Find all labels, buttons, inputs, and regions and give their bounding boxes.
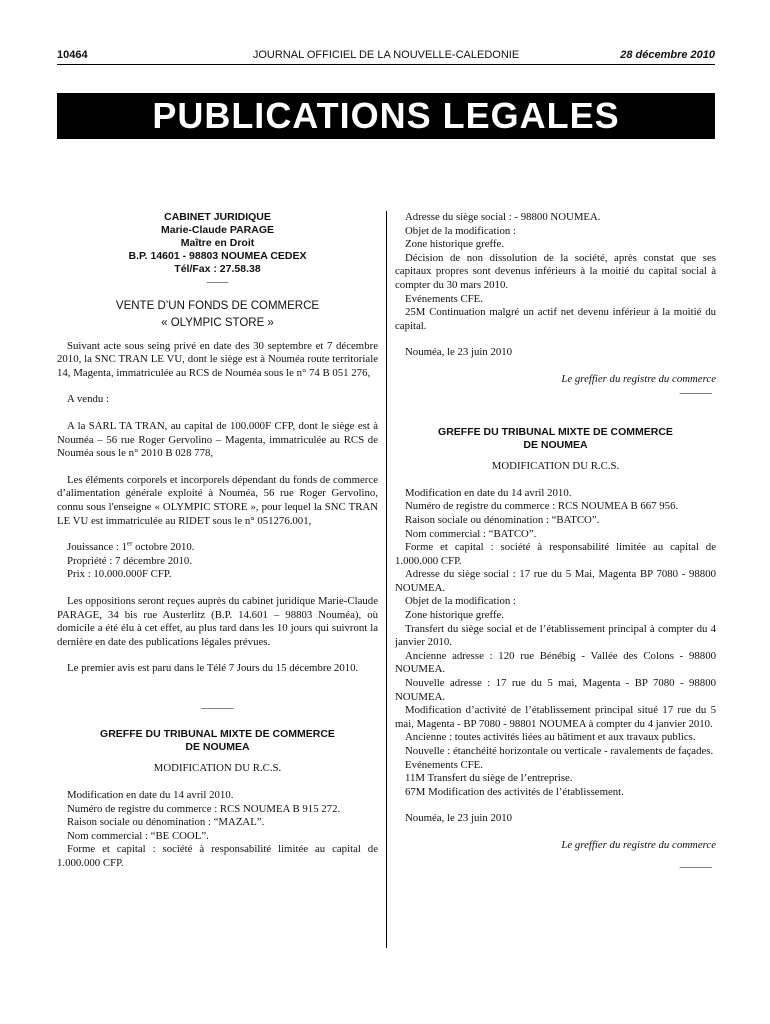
registry-line: Zone historique greffe. (405, 609, 505, 622)
header-rule (57, 64, 715, 65)
cabinet-line: B.P. 14601 - 98803 NOUMEA CEDEX (128, 250, 307, 262)
paragraph: Les oppositions seront reçues auprès du cabinet juridique Marie-Claude PARAGE, 34 bis rue Austerlitz (B.P. 14.601 – 98803 Nouméa), où domicile a été élu à cet effet, au plus tard dans les 10 jours qui suivront la dernière en date des publications légales prévues. (57, 594, 378, 648)
paragraph: Les éléments corporels et incorporels dépendant du fonds de commerce d’alimentation générale exploité à Nouméa, 56 rue Roger Gervolino, connu sous l'enseigne « OLYMPIC STORE », pour lequel la SNC TRAN LE VU est immatriculée au RIDET sous le n° 051276.001, (57, 473, 378, 527)
registry-line: Numéro de registre du commerce : RCS NOUMEA B 915 272. (67, 802, 341, 815)
registry-line: Décision de non dissolution de la société, après constat que ses capitaux propres sont devenus inférieurs à la moitié du capital social à compter du 30 mars 2010. (395, 251, 716, 291)
registry-line: Modification d’activité de l’établissement principal situé 17 rue du 5 mai, Magenta - BP 7080 - 98801 NOUMEA à compter du 4 janvier 2010. (395, 704, 716, 730)
greffe-heading: GREFFE DU TRIBUNAL MIXTE DE COMMERCE (438, 426, 673, 439)
separator: ——— (201, 701, 234, 714)
greffe-heading: GREFFE DU TRIBUNAL MIXTE DE COMMERCE (100, 728, 335, 741)
registry-line: Modification en date du 14 avril 2010. (67, 789, 234, 802)
registry-line: 11M Transfert du siège de l’entreprise. (405, 772, 573, 785)
registry-line: Ancienne : toutes activités liées au bâtiment et aux travaux publics. (405, 731, 696, 744)
cabinet-block (57, 211, 378, 276)
registry-line: 25M Continuation malgré un actif net devenu inférieur à la moitié du capital. (395, 306, 716, 332)
cabinet-line: Maître en Droit (180, 237, 255, 249)
left-column (57, 211, 378, 871)
right-column (395, 211, 716, 874)
greffe-heading: DE NOUMEA (185, 741, 250, 754)
paragraph: Propriété : 7 décembre 2010. (67, 554, 193, 567)
registry-line: Evénements CFE. (405, 758, 483, 771)
paragraph: Suivant acte sous seing privé en date des 30 septembre et 7 décembre 2010, la SNC TRAN LE VU, dont le siège est à Nouméa route territoriale 14, Magenta, immatriculée au RCS de Nouméa sous le n° 74 B 051 276, (57, 339, 378, 379)
jouissance-text: Jouissance : 1 (67, 541, 127, 554)
paragraph: A la SARL TA TRAN, au capital de 100.000F CFP, dont le siège est à Nouméa – 56 rue Roger Gervolino – Magenta, immatriculée au RCS de Nouméa sous le n° 2010 B 028 778, (57, 419, 378, 460)
separator: —— (206, 276, 229, 288)
registry-line: Raison sociale ou dénomination : “BATCO”. (405, 513, 600, 526)
registry-line: Ancienne adresse : 120 rue Bénébig - Vallée des Colons - 98800 NOUMEA. (395, 649, 716, 676)
registry-line: Nouvelle : étanchéité horizontale ou verticale - ravalements de façades. (405, 745, 714, 757)
registry-line: Nom commercial : “BE COOL”. (67, 829, 209, 842)
column-divider (386, 211, 387, 948)
registry-line: Adresse du siège social : 17 rue du 5 Mai, Magenta BP 7080 - 98800 NOUMEA. (395, 568, 716, 594)
registry-line: 67M Modification des activités de l’établissement. (405, 785, 624, 798)
greffe-heading: DE NOUMEA (523, 439, 588, 452)
place-date: Nouméa, le 23 juin 2010 (405, 812, 513, 825)
jouissance-line (57, 541, 378, 555)
page-header (57, 49, 715, 65)
section-banner: PUBLICATIONS LEGALES (57, 93, 715, 139)
place-date: Nouméa, le 23 juin 2010 (405, 346, 513, 359)
paragraph: Prix : 10.000.000F CFP. (67, 568, 172, 581)
signature: Le greffier du registre du commerce (561, 838, 716, 851)
registry-line: Adresse du siège social : - 98800 NOUMEA. (405, 211, 601, 223)
journal-title: JOURNAL OFFICIEL DE LA NOUVELLE-CALEDONIE (252, 49, 520, 61)
registry-line: Zone historique greffe. (405, 238, 505, 251)
paragraph: A vendu : (67, 393, 109, 406)
registry-line: Modification en date du 14 avril 2010. (405, 486, 572, 499)
notice-title: VENTE D’UN FONDS DE COMMERCE (115, 299, 320, 312)
cabinet-line: CABINET JURIDIQUE (164, 211, 271, 223)
registry-line: Raison sociale ou dénomination : “MAZAL”. (67, 816, 265, 829)
ordinal-suffix: er (126, 539, 133, 548)
cabinet-line: Marie-Claude PARAGE (161, 224, 274, 236)
issue-date: 28 décembre 2010 (620, 49, 715, 61)
registry-line: Forme et capital : société à responsabilité limitée au capital de 1.000.000 CFP. (395, 541, 716, 567)
registry-line: Nom commercial : “BATCO”. (405, 527, 537, 540)
signature: Le greffier du registre du commerce (561, 372, 716, 385)
modification-title: MODIFICATION DU R.C.S. (491, 460, 620, 473)
registry-line: Evénements CFE. (405, 292, 483, 305)
separator: ——— (679, 386, 712, 399)
jouissance-text-end: octobre 2010. (132, 541, 195, 554)
page-number: 10464 (57, 49, 88, 61)
registry-line: Forme et capital : société à responsabilité limitée au capital de 1.000.000 CFP. (57, 843, 378, 870)
cabinet-line: Tél/Fax : 27.58.38 (174, 263, 261, 275)
separator: ——— (679, 860, 712, 873)
registry-line: Objet de la modification : (405, 595, 516, 608)
registry-line: Nouvelle adresse : 17 rue du 5 mai, Magenta - BP 7080 - 98800 NOUMEA. (395, 677, 716, 703)
paragraph: Le premier avis est paru dans le Télé 7 Jours du 15 décembre 2010. (67, 662, 359, 675)
notice-subtitle: « OLYMPIC STORE » (161, 316, 274, 329)
registry-line: Transfert du siège social et de l’établissement principal à compter du 4 janvier 2010. (395, 622, 716, 649)
registry-line: Numéro de registre du commerce : RCS NOUMEA B 667 956. (405, 500, 679, 513)
modification-title: MODIFICATION DU R.C.S. (153, 762, 282, 775)
registry-line: Objet de la modification : (405, 224, 516, 237)
